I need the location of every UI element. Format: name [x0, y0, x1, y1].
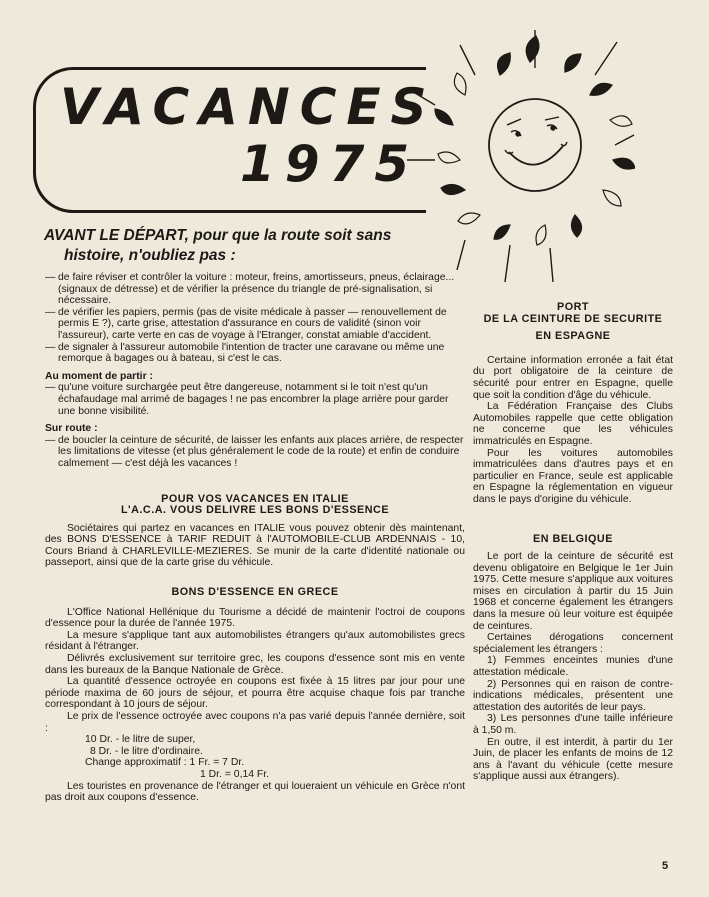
- espagne-paragraph: Certaine information erronée a fait état du port obligatoire de la ceinture de sécurité pour entrer en Espagne, quelle que soit la condition d'âge du véhicule.: [473, 354, 673, 401]
- belgique-paragraph: Certaines dérogations concernent spécialement les étrangers :: [473, 632, 673, 655]
- belgique-heading: EN BELGIQUE: [533, 532, 613, 545]
- title-vacances: VACANCES: [60, 78, 437, 136]
- moment-item: — qu'une voiture surchargée peut être dangereuse, notamment si le toit n'est qu'un échafaudage mal arrimé de bagages ! ne pas encombrer la plage arrière pour garder une bonne visibilité.: [45, 382, 465, 417]
- lead-line-1: AVANT LE DÉPART, pour que la route soit sans: [44, 227, 392, 244]
- moment-heading: Au moment de partir :: [45, 370, 153, 382]
- belgique-paragraph: Le port de la ceinture de sécurité est devenu obligatoire en Belgique le 1er Juin 1975. Cette mesure s'applique aux voitures mises en circulation à partir du 15 Juin 1968 et concerne également les étrangers dans la mesure où leur voiture est équipée de ceintures.: [473, 551, 673, 632]
- port-heading: PORT: [557, 301, 589, 313]
- grece-paragraph: Le prix de l'essence octroyée avec coupons n'a pas varié depuis l'année dernière, soit :: [45, 711, 465, 734]
- italie-body: Sociétaires qui partez en vacances en ITALIE vous pouvez obtenir dès maintenant, des BONS D'ESSENCE à TARIF REDUIT à l'AUTOMOBILE-CLUB ARDENNAIS - 10, Cours Briand à CHARLEVILLE-MEZIERES. Se munir de la carte d'identité nationale ou passeport, ainsi que de la carte grise du véhicule.: [45, 522, 465, 569]
- espagne-heading: EN ESPAGNE: [535, 330, 611, 343]
- italie-subheading: L'A.C.A. VOUS DELIVRE LES BONS D'ESSENCE: [120, 504, 390, 517]
- checklist-item: — de faire réviser et contrôler la voiture : moteur, freins, amortisseurs, pneus, éclairage... (signaux de détresse) et de vérifier la présence du triangle de pré-signalisation, si nécessaire.: [45, 272, 465, 307]
- grece-change-2: 1 Dr. = 0,14 Fr.: [200, 768, 270, 780]
- belgique-exception: 3) Les personnes d'une taille inférieure à 1,50 m.: [473, 713, 673, 736]
- route-heading: Sur route :: [45, 423, 98, 435]
- checklist-item: — de vérifier les papiers, permis (pas de visite médicale à passer — renouvellement de permis E ?), carte grise, attestation d'assurance en cours de validité (sinon voir l'assureur), carte verte en cas de voyage à l'Etranger, constat amiable d'accident.: [45, 307, 465, 342]
- belgique-exception: 2) Personnes qui en raison de contre-indications médicales, présentent une attestation des autorités de leur pays.: [473, 678, 673, 713]
- grece-paragraph: La mesure s'applique tant aux automobilistes étrangers qu'aux automobilistes grecs résidant à l'étranger.: [45, 629, 465, 653]
- route-item: — de boucler la ceinture de sécurité, de laisser les enfants aux places arrière, de respecter les limitations de vitesse (et plus généralement le code de la route) et enfin de conduire calmement — c'est déjà les vacances !: [45, 435, 465, 470]
- right-column: [473, 302, 673, 783]
- grece-heading: BONS D'ESSENCE EN GRECE: [171, 586, 339, 599]
- belgique-closing: En outre, il est interdit, à partir du 1er Juin, de placer les enfants de moins de 12 ans à l'avant du véhicule (cette mesure s'applique aussi aux étrangers).: [473, 736, 673, 783]
- grece-paragraph: L'Office National Hellénique du Tourisme a décidé de maintenir l'octroi de coupons d'essence pour la durée de l'année 1975.: [45, 606, 465, 630]
- italie-heading: POUR VOS VACANCES EN ITALIE: [161, 492, 349, 505]
- grece-closing: Les touristes en provenance de l'étranger et qui loueraient un véhicule en Grèce n'ont pas droit aux coupons d'essence.: [45, 780, 465, 804]
- lead-sentence: [44, 226, 459, 266]
- lead-line-2: histoire, n'oubliez pas :: [64, 247, 236, 264]
- espagne-paragraph: La Fédération Française des Clubs Automobiles rappelle que cette obligation ne concerne que les véhicules immatriculés en Espagne.: [473, 401, 673, 447]
- left-column: [45, 272, 465, 804]
- grece-price-super: 10 Dr. - le litre de super,: [85, 734, 196, 746]
- grece-price-ordinaire: 8 Dr. - le litre d'ordinaire.: [90, 745, 203, 757]
- grece-change-1: Change approximatif : 1 Fr. = 7 Dr.: [85, 757, 245, 769]
- belgique-exception: 1) Femmes enceintes munies d'une attestation médicale.: [473, 655, 673, 679]
- port-subheading: DE LA CEINTURE DE SECURITE: [483, 312, 663, 325]
- grece-paragraph: Délivrés exclusivement sur territoire grec, les coupons d'essence sont mis en vente dans les bureaux de la Banque Nationale de Grèce.: [45, 653, 465, 676]
- page-number: 5: [662, 860, 669, 872]
- title-year: 1975: [240, 135, 420, 193]
- espagne-paragraph: Pour les voitures automobiles immatriculées dans d'autres pays et en particulier en France, seule est applicable en Espagne la réglementation en vigueur dans le pays d'origine du véhicule.: [473, 447, 673, 505]
- grece-paragraph: La quantité d'essence octroyée en coupons est fixée à 15 litres par jour pour une période maxima de 60 jours de séjour, et pourra être acquise chaque fois par tranche correspondant à 10 jours de séjour.: [45, 676, 465, 711]
- checklist-item: — de signaler à l'assureur automobile l'intention de tracter une caravane ou même une remorque à bagages ou à bateau, si c'est le cas.: [45, 342, 465, 365]
